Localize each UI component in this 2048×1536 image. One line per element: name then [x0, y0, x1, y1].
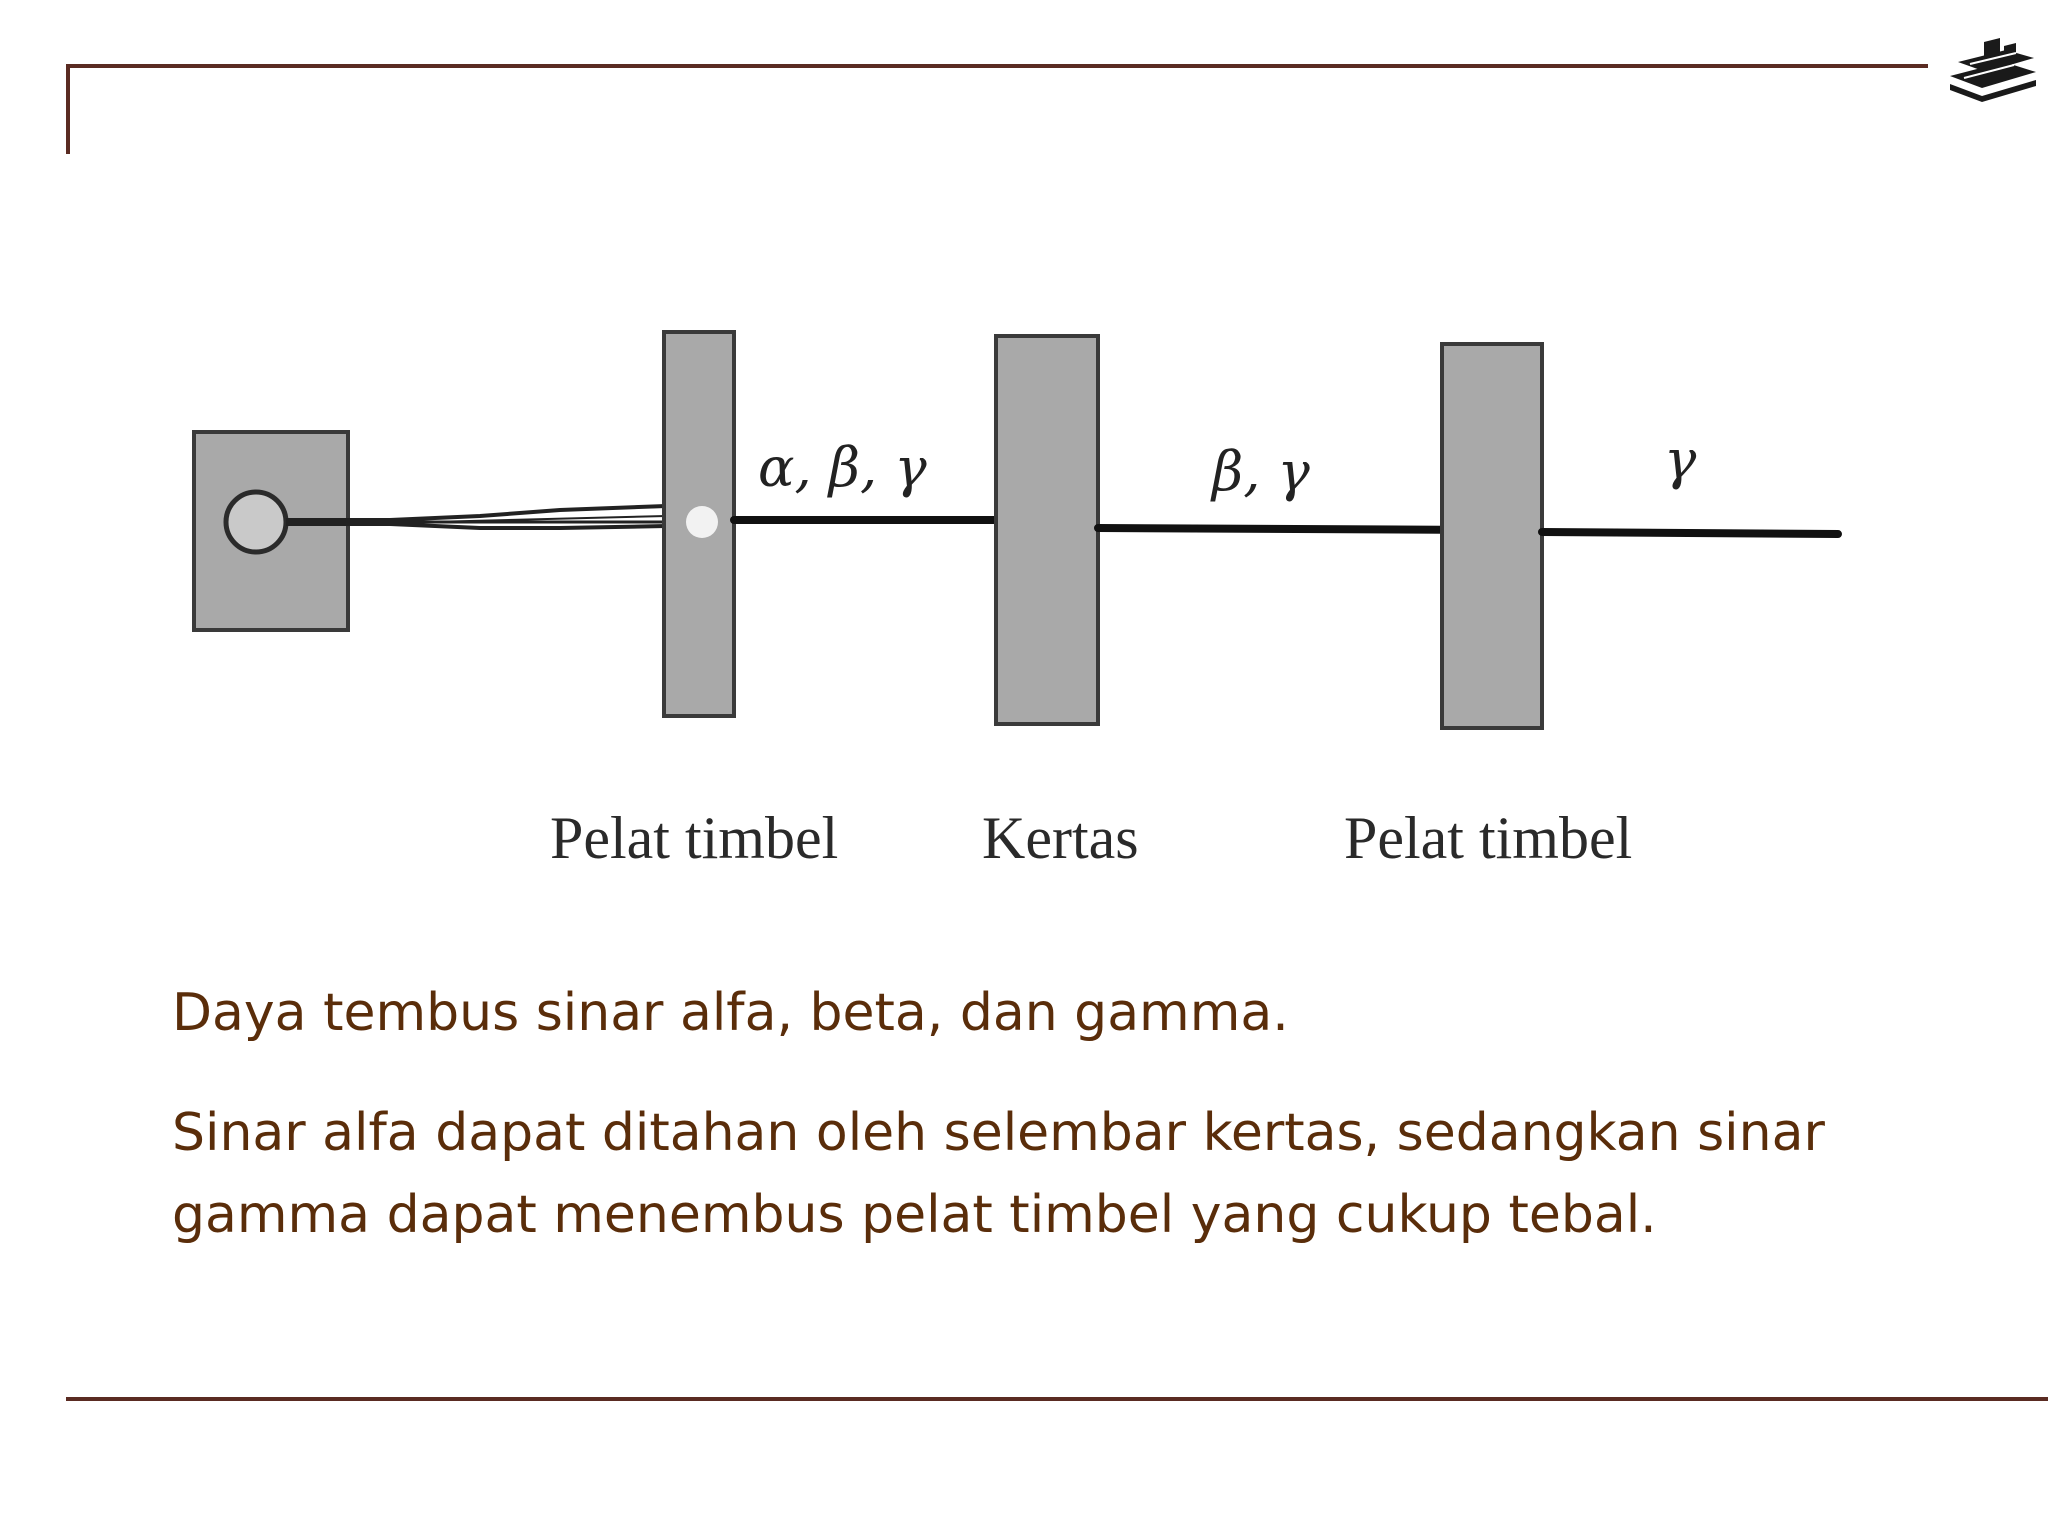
- explanation-line-1: Sinar alfa dapat ditahan oleh selembar kertas, sedangkan sinar: [172, 1103, 1825, 1163]
- beam-label-segment-3: γ: [1664, 428, 1697, 491]
- beam-hole: [686, 506, 718, 538]
- figure-caption: Daya tembus sinar alfa, beta, dan gamma.: [172, 983, 1289, 1043]
- barrier-label-lead-plate-1: Pelat timbel: [550, 805, 839, 871]
- beam-segment-2: [1098, 528, 1486, 530]
- barrier-label-lead-plate-2: Pelat timbel: [1344, 805, 1633, 871]
- explanation-text: [172, 1092, 1972, 1256]
- paper-barrier: [996, 336, 1098, 724]
- explanation-line-2: gamma dapat menembus pelat timbel yang cukup tebal.: [172, 1185, 1657, 1245]
- beam-label-segment-2: β, γ: [1212, 440, 1310, 503]
- barrier-label-paper: Kertas: [982, 805, 1139, 871]
- beam-segment-3: [1542, 532, 1838, 534]
- radiation-source-icon: [226, 492, 286, 552]
- beam-label-segment-1: α, β, γ: [758, 436, 927, 499]
- lead-plate-barrier-2: [1442, 344, 1542, 728]
